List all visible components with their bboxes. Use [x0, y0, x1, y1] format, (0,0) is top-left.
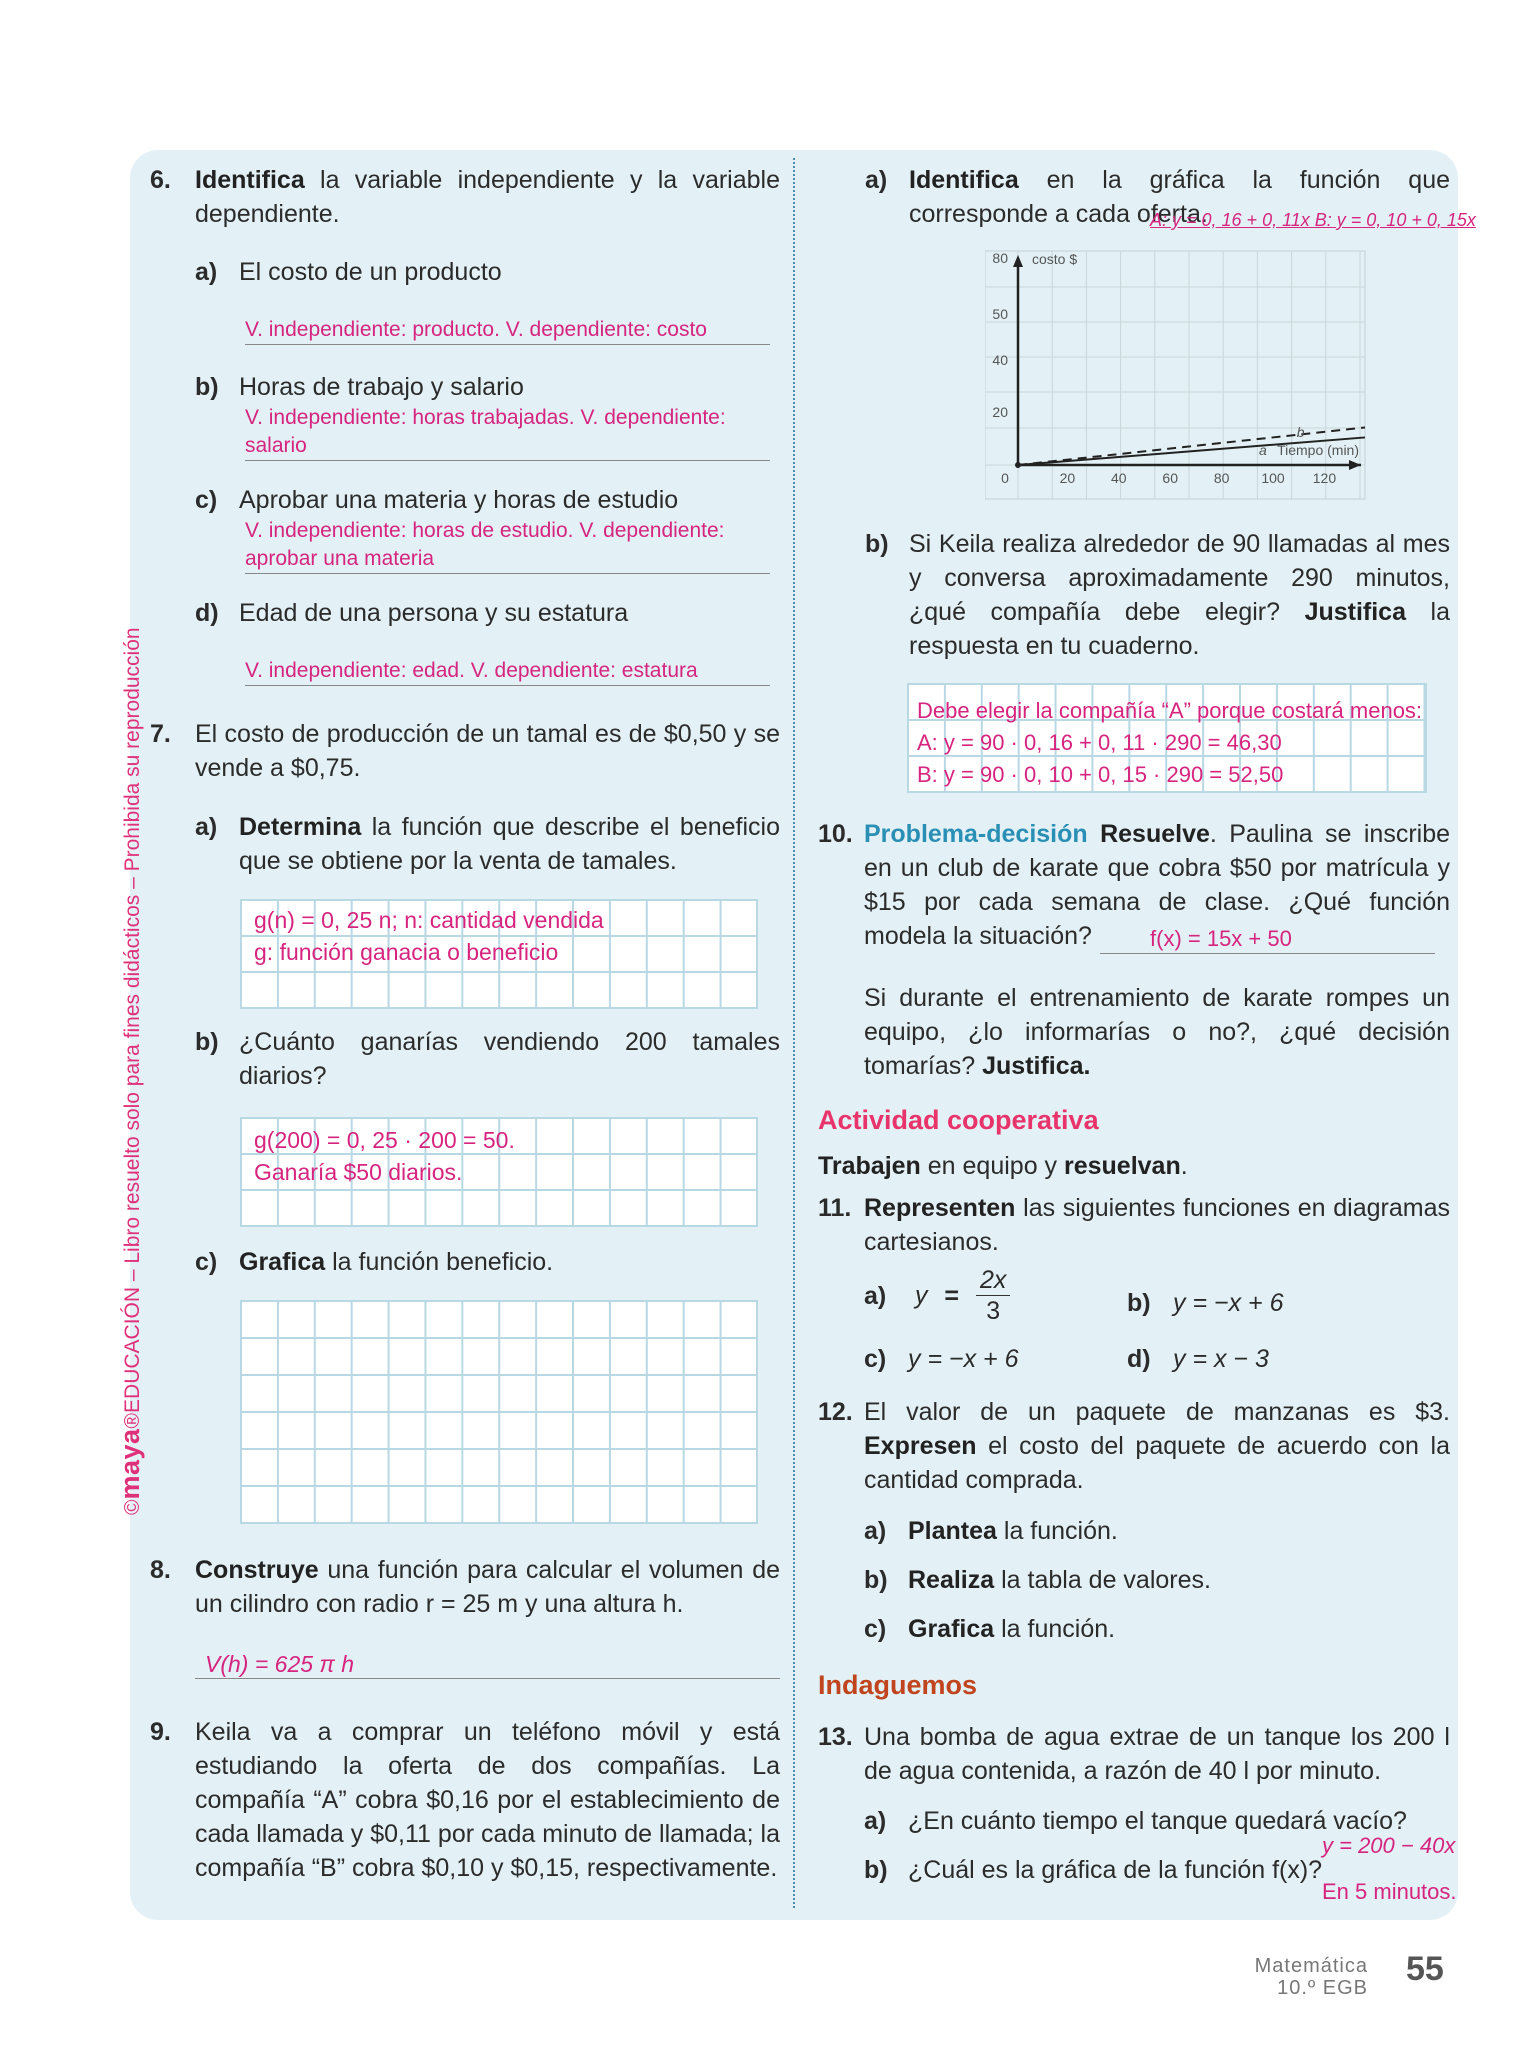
- cooperative-instruction: [818, 1149, 1188, 1183]
- item-label: b): [1127, 1289, 1151, 1317]
- side-copyright-note: [115, 627, 146, 1515]
- question-11: [818, 1191, 1450, 1259]
- item-label: c): [195, 486, 218, 514]
- q6c-answer: V. independiente: horas de estudio. V. dependiente: aprobar una materia: [245, 517, 770, 574]
- item-label: b): [864, 1566, 888, 1594]
- item-text-end: la respuesta en tu cuaderno.: [909, 598, 1450, 660]
- x-tick-label: 80: [1213, 470, 1230, 486]
- answer-line: g(200) = 0, 25 · 200 = 50.: [254, 1127, 515, 1153]
- y-axis-arrow-icon: [1013, 255, 1023, 267]
- item-label: b): [195, 1028, 219, 1056]
- item-label: a): [865, 166, 888, 194]
- q6d-answer: V. independiente: edad. V. dependiente: estatura: [245, 657, 770, 686]
- item-label: a): [195, 813, 218, 841]
- q7b-answer-grid: [240, 1117, 758, 1227]
- question-7: [150, 717, 780, 785]
- item-text: en la gráfica la función que corresponde a cada oferta.: [909, 166, 1450, 228]
- question-number: 11.: [818, 1194, 852, 1222]
- answer-line: Ganaría $50 diarios.: [254, 1159, 463, 1185]
- item-text: Si Keila realiza alrededor de 90 llamadas al mes y conversa aproximadamente 290 minutos, ¿qué compañía debe elegir?: [909, 530, 1450, 626]
- q12-item-a: [864, 1514, 1118, 1548]
- question-verb: Identifica: [195, 166, 305, 194]
- instruction-verb: resuelvan: [1064, 1152, 1181, 1180]
- chart-grid: [985, 251, 1365, 499]
- item-verb: Justifica: [1304, 598, 1406, 626]
- grid-border: [985, 251, 1365, 499]
- denominator: 3: [986, 1297, 1001, 1325]
- q6b-answer: V. independiente: horas trabajadas. V. dependiente: salario: [245, 404, 770, 461]
- item-label: d): [195, 599, 219, 627]
- q13-answer-function: y = 200 − 40x: [1322, 1833, 1456, 1858]
- q10-answer: f(x) = 15x + 50: [1100, 925, 1435, 954]
- q12-item-c: [864, 1612, 1115, 1646]
- item-text: la función.: [994, 1615, 1116, 1643]
- answer-line: g(n) = 0, 25 n; n: cantidad vendida: [254, 907, 604, 933]
- q7-item-a: [195, 810, 780, 878]
- question-verb: Expresen: [864, 1432, 977, 1460]
- question-number: 8.: [150, 1556, 171, 1584]
- formula: y = x − 3: [1173, 1345, 1269, 1373]
- item-label: b): [195, 373, 219, 401]
- q6a-answer: V. independiente: producto. V. dependiente: costo: [245, 316, 770, 345]
- side-note-text: ®EDUCACIÓN – Libro resuelto solo para fines didácticos – Prohibida su reproducción: [121, 627, 144, 1429]
- item-label: c): [195, 1248, 218, 1276]
- question-12: [818, 1395, 1450, 1497]
- y-axis-label: costo $: [1032, 251, 1078, 267]
- series-label-a: a: [1259, 442, 1267, 458]
- item-verb: Grafica: [908, 1615, 995, 1643]
- answer-line: Debe elegir la compañía “A” porque costará menos:: [917, 698, 1423, 723]
- item-text: Aprobar una materia y horas de estudio: [239, 486, 679, 514]
- followup-verb: Justifica.: [982, 1052, 1091, 1080]
- q11-item-a: [864, 1265, 1104, 1326]
- x-axis-arrow-icon: [1349, 460, 1361, 470]
- item-text: Edad de una persona y su estatura: [239, 599, 629, 627]
- item-text: la función beneficio.: [325, 1248, 554, 1276]
- item-label: c): [864, 1345, 887, 1373]
- item-label: c): [864, 1615, 887, 1643]
- q9-item-b: [865, 527, 1450, 663]
- y-tick-label: 50: [992, 306, 1008, 322]
- subject-name: Matemática: [1254, 1955, 1368, 1977]
- item-text: ¿Cuál es la gráfica de la función f(x)?: [908, 1856, 1323, 1884]
- page-number: 55: [1406, 1950, 1444, 1988]
- fraction: [976, 1265, 1010, 1326]
- y-tick-label: 80: [992, 250, 1008, 266]
- question-6: [150, 163, 780, 231]
- item-verb: Realiza: [908, 1566, 995, 1594]
- question-text: Una bomba de agua extrae de un tanque los 200 l de agua contenida, a razón de 40 l por minuto.: [864, 1723, 1450, 1785]
- q7c-graph-grid: [240, 1300, 758, 1524]
- x-tick-label: 40: [1111, 470, 1127, 486]
- question-13: [818, 1720, 1450, 1788]
- q13-item-b: [864, 1853, 1322, 1887]
- q9b-answer-grid: [907, 683, 1427, 793]
- y-tick-label: 20: [992, 404, 1008, 420]
- question-verb: Representen: [864, 1194, 1016, 1222]
- q7a-answer-grid: [240, 899, 758, 1009]
- item-text: ¿Cuánto ganarías vendiendo 200 tamales diarios?: [239, 1028, 780, 1090]
- question-text: El valor de un paquete de manzanas es $3.: [864, 1398, 1450, 1426]
- q10-followup: [864, 981, 1450, 1083]
- question-number: 6.: [150, 166, 171, 194]
- chart-labels: [992, 250, 1359, 486]
- numerator: 2x: [976, 1265, 1010, 1296]
- column-divider: [793, 158, 795, 1908]
- problem-decision-tag: Problema-decisión: [864, 820, 1088, 848]
- item-text: la función que describe el beneficio que se obtiene por la venta de tamales.: [239, 813, 780, 875]
- item-verb: Plantea: [908, 1517, 997, 1545]
- item-text: El costo de un producto: [239, 258, 502, 286]
- x-axis-label: Tiempo (min): [1277, 442, 1359, 458]
- item-label: b): [864, 1856, 888, 1884]
- answer-line: g: función ganacia o beneficio: [254, 939, 559, 965]
- copyright-symbol: ©: [121, 1499, 144, 1515]
- q7-item-c: [195, 1245, 780, 1279]
- offers-line-chart: [985, 247, 1375, 509]
- question-verb: Resuelve: [1100, 820, 1210, 848]
- formula: y = −x + 6: [908, 1345, 1019, 1373]
- q6-item-c: [195, 483, 780, 517]
- q6-item-a: [195, 255, 780, 289]
- item-label: d): [1127, 1345, 1151, 1373]
- item-verb: Identifica: [909, 166, 1019, 194]
- q8-answer: V(h) = 625 π h: [195, 1650, 780, 1679]
- q11-item-c: [864, 1342, 1019, 1376]
- item-label: a): [864, 1281, 887, 1310]
- q12-item-b: [864, 1563, 1211, 1597]
- question-number: 10.: [818, 820, 853, 848]
- footer-subject: [1255, 1955, 1368, 1999]
- instruction-text: en equipo y: [920, 1152, 1064, 1180]
- formula-lhs: y: [914, 1281, 928, 1310]
- section-title-indaguemos: Indaguemos: [818, 1670, 978, 1700]
- x-tick-label: 120: [1312, 470, 1337, 486]
- x-tick-label: 60: [1162, 470, 1179, 486]
- answer-line: B: y = 90 · 0, 10 + 0, 15 · 290 = 52,50: [917, 762, 1284, 787]
- question-text: una función para calcular el volumen de un cilindro con radio r = 25 m y una altura h.: [195, 1556, 780, 1618]
- item-text: la función.: [996, 1517, 1118, 1545]
- instruction-end: .: [1180, 1152, 1188, 1180]
- answer-line: A: y = 90 · 0, 16 + 0, 11 · 290 = 46,30: [917, 730, 1282, 755]
- question-text: la variable independiente y la variable dependiente.: [195, 166, 780, 228]
- section-title-cooperative: Actividad cooperativa: [818, 1105, 1099, 1135]
- formula: y = −x + 6: [1173, 1289, 1284, 1317]
- y-tick-label: 40: [992, 352, 1008, 368]
- instruction-verb: Trabajen: [818, 1152, 921, 1180]
- item-label: a): [864, 1807, 887, 1835]
- question-8: [150, 1553, 780, 1621]
- series-label-b: b: [1296, 424, 1305, 440]
- x-tick-label: 0: [1001, 470, 1009, 486]
- item-label: a): [195, 258, 218, 286]
- q7-item-b: [195, 1025, 780, 1093]
- question-text: El costo de producción de un tamal es de $0,50 y se vende a $0,75.: [195, 720, 780, 782]
- item-label: b): [865, 530, 889, 558]
- q11-item-b: [1127, 1286, 1284, 1320]
- question-number: 13.: [818, 1723, 853, 1751]
- question-text: Keila va a comprar un teléfono móvil y está estudiando la oferta de dos compañías. La compañía “A” cobra $0,16 por el establecimiento de cada llamada y $0,11 por cada minuto de llamada; la compañía “B” cobra $0,10 y $0,15, respectivamente.: [195, 1718, 780, 1882]
- question-number: 9.: [150, 1718, 171, 1746]
- x-tick-label: 20: [1059, 470, 1076, 486]
- item-text: ¿En cuánto tiempo el tanque quedará vacío?: [908, 1807, 1407, 1835]
- question-text: las siguientes funciones en diagramas cartesianos.: [864, 1194, 1450, 1256]
- brand-logo: maya: [115, 1428, 145, 1500]
- formula-equals: =: [944, 1281, 960, 1310]
- question-text-rest: el costo del paquete de acuerdo con la cantidad comprada.: [864, 1432, 1450, 1494]
- q6-item-d: [195, 596, 780, 630]
- question-number: 12.: [818, 1398, 853, 1426]
- q11-item-d: [1127, 1342, 1269, 1376]
- question-9: [150, 1715, 780, 1885]
- q6-item-b: [195, 370, 780, 404]
- q13-answer-time: En 5 minutos.: [1322, 1879, 1457, 1904]
- followup-text: Si durante el entrenamiento de karate rompes un equipo, ¿lo informarías o no?, ¿qué decisión tomarías?: [864, 984, 1450, 1080]
- item-verb: Determina: [239, 813, 362, 841]
- item-label: a): [864, 1517, 887, 1545]
- question-text: . Paulina se inscribe en un club de karate que cobra $50 por matrícula y $15 por cada semana de clase. ¿Qué función modela la situación?: [864, 820, 1451, 950]
- item-text: la tabla de valores.: [994, 1566, 1211, 1594]
- item-verb: Grafica: [239, 1248, 326, 1276]
- grade-level: 10.º EGB: [1277, 1977, 1368, 1999]
- question-verb: Construye: [195, 1556, 319, 1584]
- x-tick-label: 100: [1261, 470, 1285, 486]
- item-text: Horas de trabajo y salario: [239, 373, 524, 401]
- question-number: 7.: [150, 720, 171, 748]
- q9a-answer: A: y = 0, 16 + 0, 11x B: y = 0, 10 + 0, 15x: [1150, 210, 1476, 230]
